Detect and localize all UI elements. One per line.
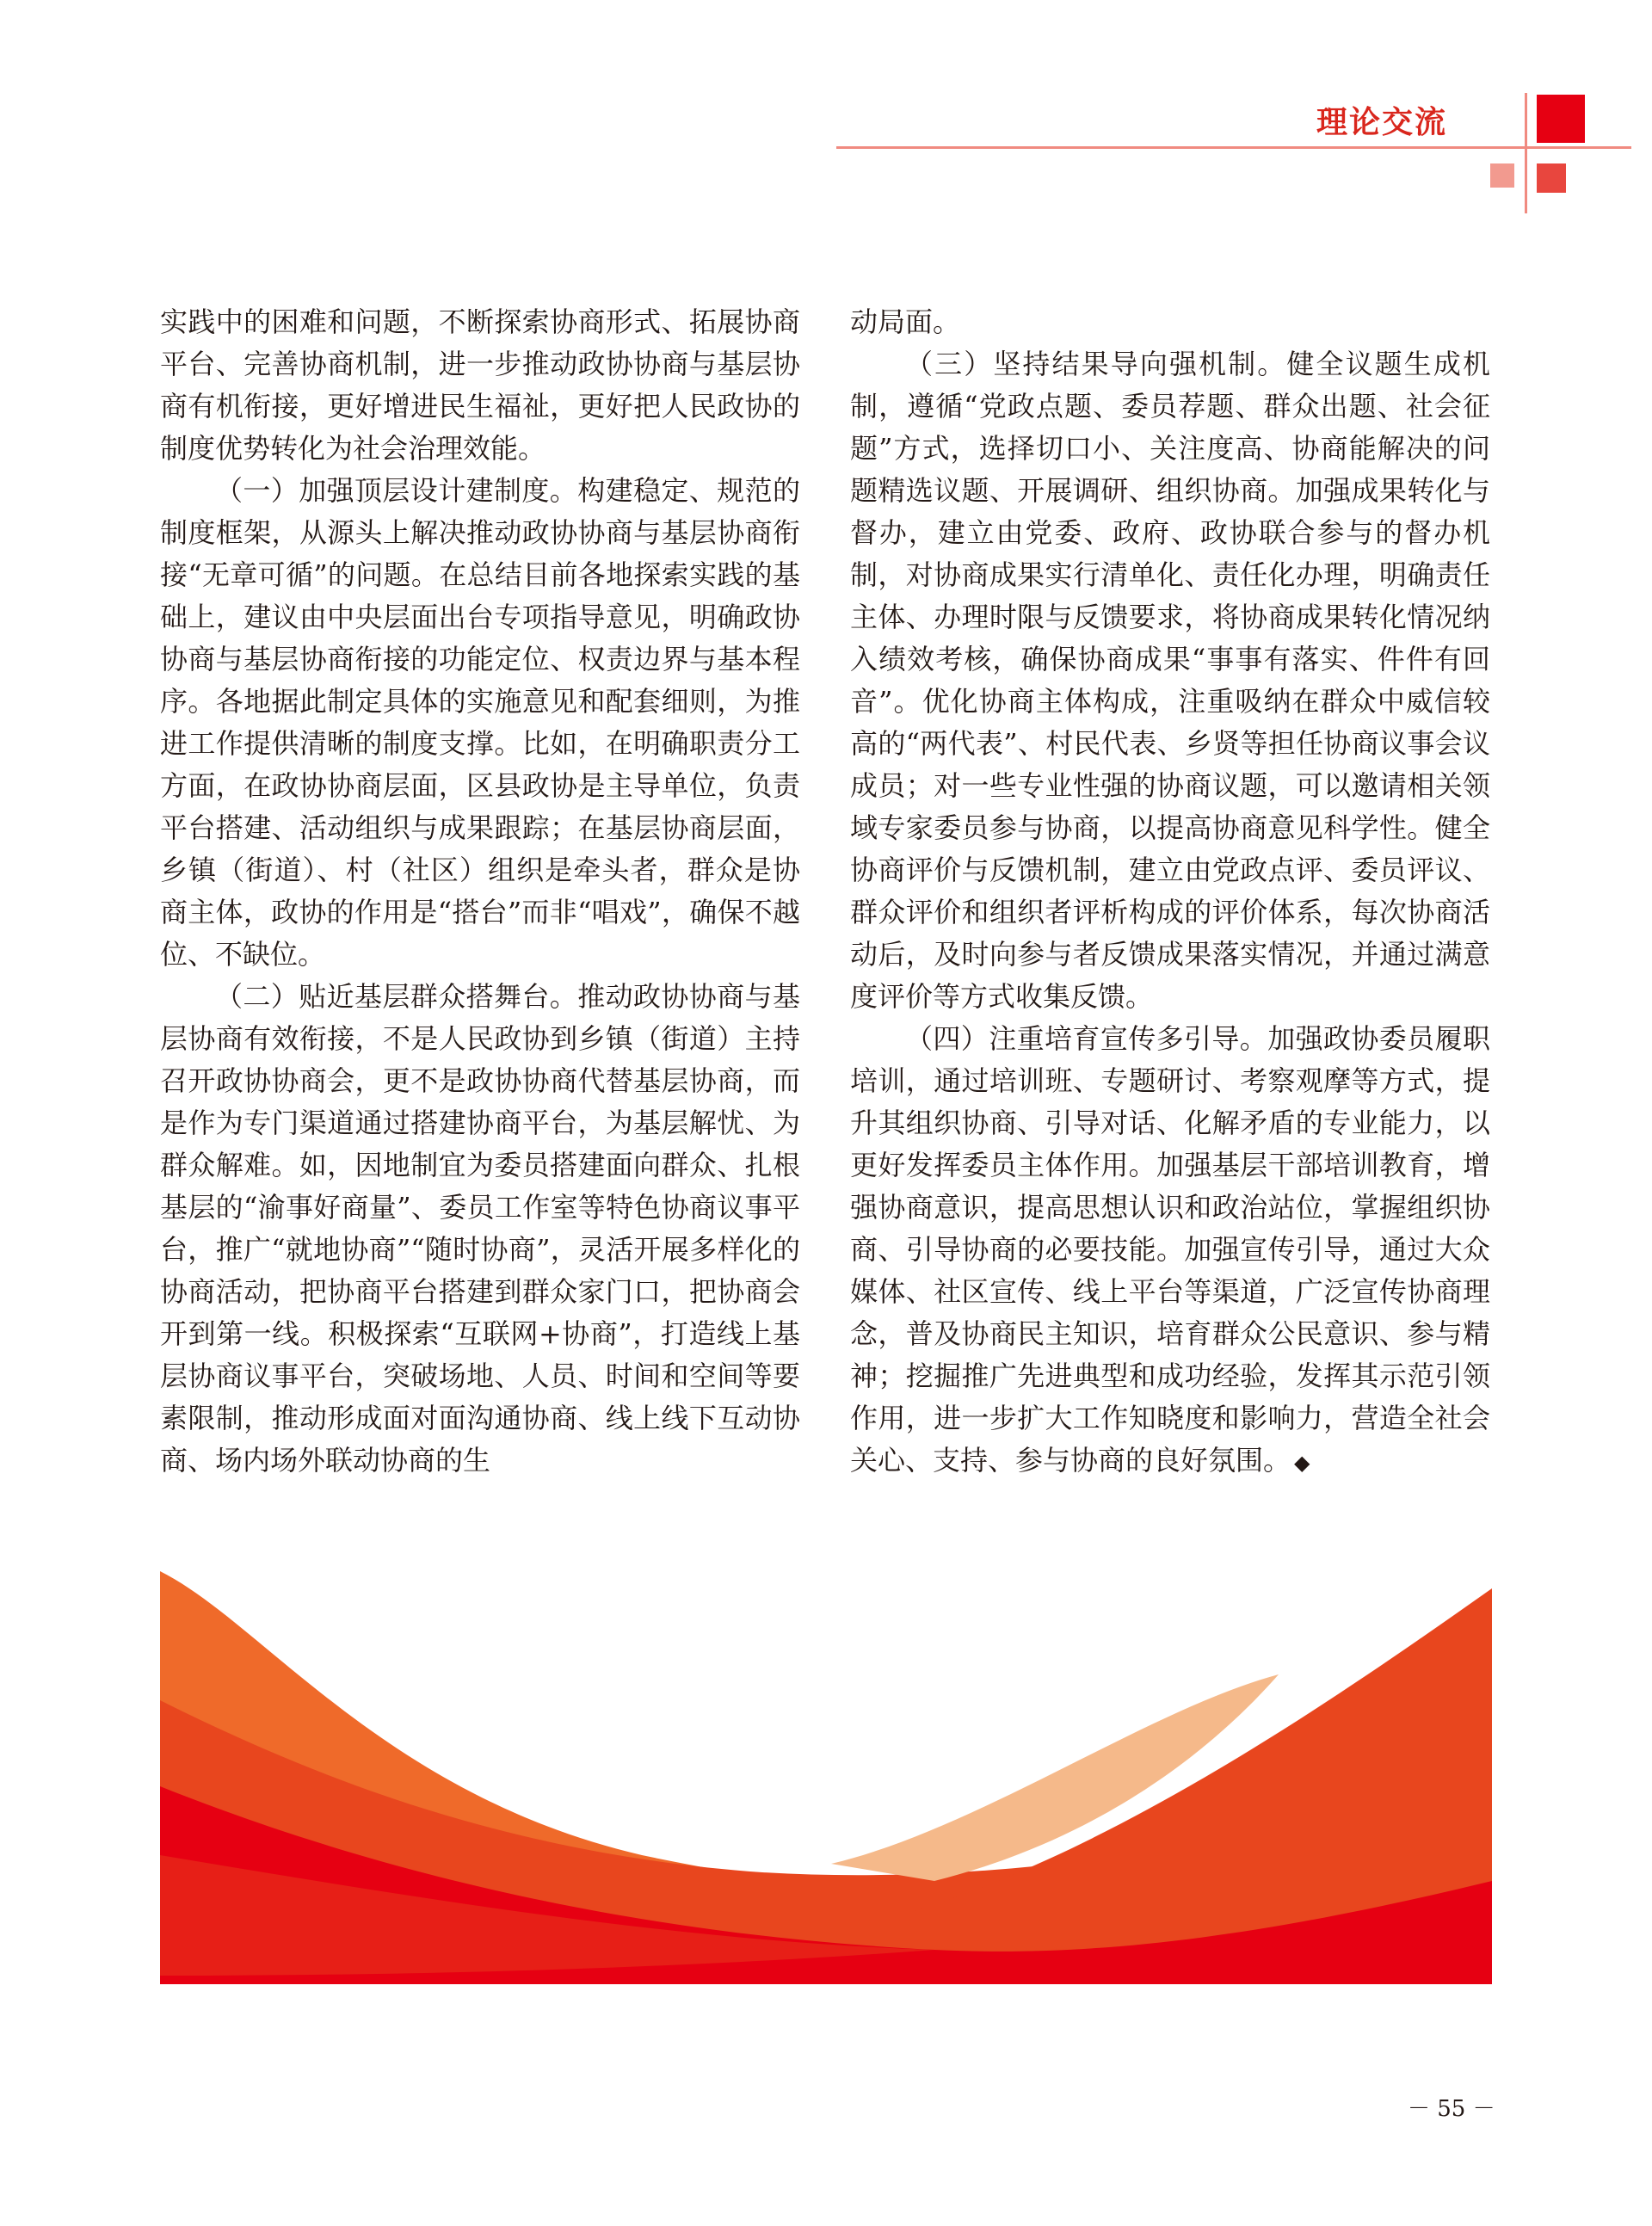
page-number: － 55 －: [1408, 2096, 1495, 2122]
header-rule: [836, 146, 1631, 149]
paragraph-last: [850, 1018, 1490, 1484]
header-vertical-rule: [1525, 93, 1527, 213]
end-diamond-icon: ◆: [1294, 1451, 1310, 1475]
decorative-wave-banner: [160, 1571, 1492, 1984]
header-red-square: [1537, 95, 1585, 143]
left-text-column: [160, 301, 800, 1482]
paragraph: （三）坚持结果导向强机制。健全议题生成机制，遵循“党政点题、委员荐题、群众出题、社会征题”方式，选择切口小、关注度高、协商能解决的问题精选议题、开展调研、组织协商。加强成果转化与督办，建立由党委、政府、政协联合参与的督办机制，对协商成果实行清单化、责任化办理，明确责任主体、办理时限与反馈要求，将协商成果转化情况纳入绩效考核，确保协商成果“事事有落实、件件有回音”。优化协商主体构成，注重吸纳在群众中威信较高的“两代表”、村民代表、乡贤等担任协商议事会议成员；对一些专业性强的协商议题，可以邀请相关领域专家委员参与协商，以提高协商意见科学性。健全协商评价与反馈机制，建立由党政点评、委员评议、群众评价和组织者评析构成的评价体系，每次协商活动后，及时向参与者反馈成果落实情况，并通过满意度评价等方式收集反馈。: [850, 348, 1490, 1013]
paragraph: （一）加强顶层设计建制度。构建稳定、规范的制度框架，从源头上解决推动政协协商与基层协商衔接“无章可循”的问题。在总结目前各地探索实践的基础上，建议由中央层面出台专项指导意见，明确政协协商与基层协商衔接的功能定位、权责边界与基本程序。各地据此制定具体的实施意见和配套细则，为推进工作提供清晰的制度支撑。比如，在明确职责分工方面，在政协协商层面，区县政协是主导单位，负责平台搭建、活动组织与成果跟踪；在基层协商层面，乡镇（街道）、村（社区）组织是牵头者，群众是协商主体，政协的作用是“搭台”而非“唱戏”，确保不越位、不缺位。: [160, 474, 800, 971]
paragraph: 实践中的困难和问题，不断探索协商形式、拓展协商平台、完善协商机制，进一步推动政协协商与基层协商有机衔接，更好增进民生福祉，更好把人民政协的制度优势转化为社会治理效能。: [160, 305, 800, 465]
wave-graphic: [160, 1571, 1492, 1984]
paragraph: （二）贴近基层群众搭舞台。推动政协协商与基层协商有效衔接，不是人民政协到乡镇（街道）主持召开政协协商会，更不是政协协商代替基层协商，而是作为专门渠道通过搭建协商平台，为基层解忧、为群众解难。如，因地制宜为委员搭建面向群众、扎根基层的“渝事好商量”、委员工作室等特色协商议事平台，推广“就地协商”“随时协商”，灵活开展多样化的协商活动，把协商平台搭建到群众家门口，把协商会开到第一线。积极探索“互联网+协商”，打造线上基层协商议事平台，突破场地、人员、时间和空间等要素限制，推动形成面对面沟通协商、线上线下互动协商、场内场外联动协商的生: [160, 980, 800, 1477]
right-text-column: [850, 301, 1490, 1484]
paragraph-text: （四）注重培育宣传多引导。加强政协委员履职培训，通过培训班、专题研讨、考察观摩等方式，提升其组织协商、引导对话、化解矛盾的专业能力，以更好发挥委员主体作用。加强基层干部培训教育，增强协商意识，提高思想认识和政治站位，掌握组织协商、引导协商的必要技能。加强宣传引导，通过大众媒体、社区宣传、线上平台等渠道，广泛宣传协商理念，普及协商民主知识，培育群众公民意识、参与精神；挖掘推广先进典型和成功经验，发挥其示范引领作用，进一步扩大工作知晓度和影响力，营造全社会关心、支持、参与协商的良好氛围。: [850, 1022, 1490, 1477]
paragraph: 动局面。: [850, 305, 961, 338]
header-pink-square: [1490, 163, 1514, 188]
header-red-small-square: [1537, 163, 1566, 193]
section-title: 理论交流: [1316, 105, 1448, 140]
